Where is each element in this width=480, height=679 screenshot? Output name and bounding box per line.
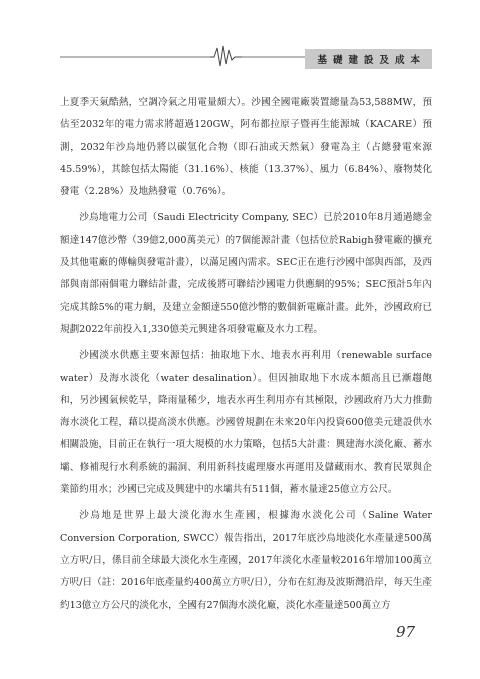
body-text bbox=[60, 92, 432, 621]
paragraph: 沙烏地是世界上最大淡化海水生產國，根據海水淡化公司（Saline Water Conversion Corporation, SWCC）報告指出，2017年底沙烏地淡化水產量達500萬立方呎/日，係目前全球最大淡化水生產國，2017年淡化水產量較2016年增加100萬立方呎/日（註：2016年底產量約400萬立方呎/日），分布在紅海及波斯灣沿岸，每天生產約13億立方公尺的淡化水，全國有27個海水淡化廠，淡化水產量達500萬立方 bbox=[60, 510, 432, 611]
paragraph: 上夏季天氣酷熱，空調冷氣之用電量頗大）。沙國全國電廠裝置總量為53,588MW，預估至2032年的電力需求將超過120GW，阿布都拉原子暨再生能源城（KACARE）預測，2032年沙烏地仍將以碳氫化合物（即石油或天然氣）發電為主（占總發電來源45.59%），其餘包括太陽能（31.16%）、核能（13.37%）、風力（6.84%）、廢物焚化發電（2.28%）及地熱發電（0.76%）。 bbox=[60, 97, 432, 198]
running-header bbox=[60, 44, 432, 68]
paragraph: 沙烏地電力公司（Saudi Electricity Company, SEC）已於2010年8月通過總金額達147億沙幣（39億2,000萬美元）的7個能源計畫（包括位於Rabigh發電廠的擴充及其他電廠的傳輸與發電計畫），以滿足國內需求。SEC正在進行沙國中部與西部，及西部與南部兩個電力聯結計畫，完成後將可聯結沙國電力供應網的95%；SEC預計5年內完成其餘5%的電力網，及建立金額達550億沙幣的數個新電廠計畫。此外，沙國政府已規劃2022年前投入1,330億美元興建各項發電廠及水力工程。 bbox=[60, 212, 432, 335]
paragraph: 沙國淡水供應主要來源包括：抽取地下水、地表水再利用（renewable surface water）及海水淡化（water desalination）。但因抽取地下水成本頗高且已漸趨飽和，另沙國氣候乾旱，降雨量稀少，地表水再生利用亦有其極限，沙國政府乃大力推動海水淡化工程，藉以提高淡水供應。沙國曾規劃在未來20年內投資600億美元建設供水相關設施，目前正在執行一項大規模的水力策略，包括5大計畫：興建海水淡化廠、蓄水壩、修補現行水利系統的漏洞、利用新科技處理廢水再運用及儲藏雨水、教育民眾與企業節約用水；沙國已完成及興建中的水壩共有511個，蓄水量達25億立方公尺。 bbox=[60, 350, 432, 496]
section-title: 基礎建設及成本 bbox=[305, 49, 432, 69]
page-number: 97 bbox=[396, 623, 416, 641]
